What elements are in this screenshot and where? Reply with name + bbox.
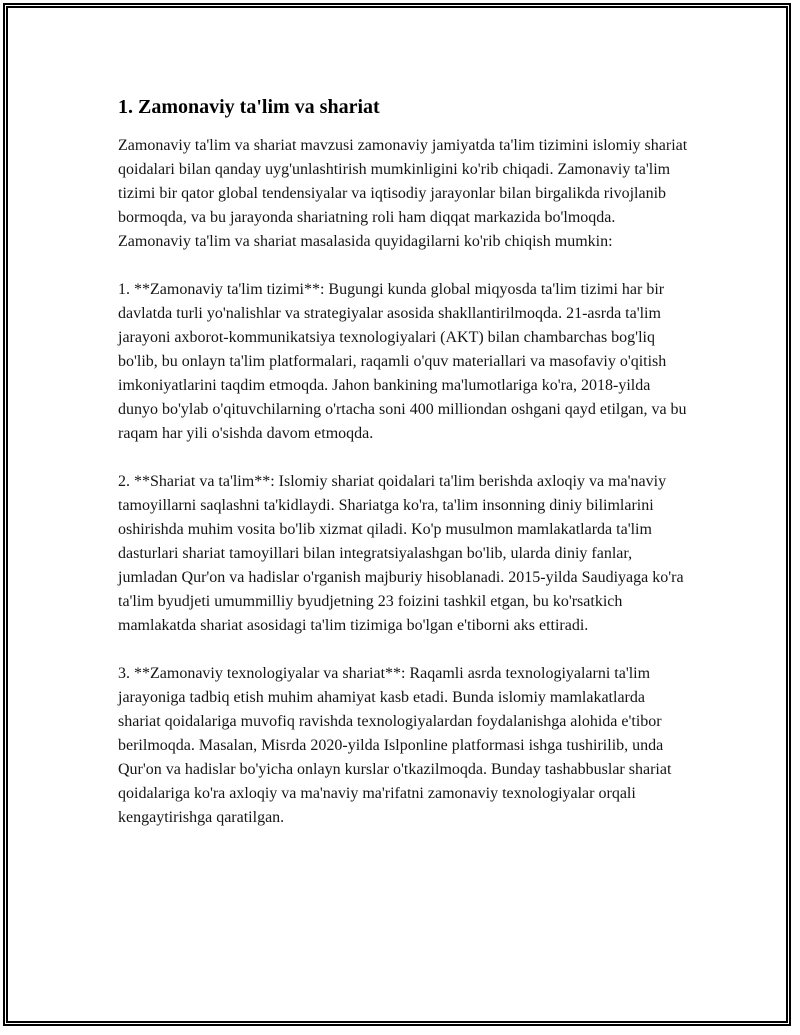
paragraph-technology-sharia: 3. **Zamonaviy texnologiyalar va shariat**: Raqamli asrda texnologiyalarni ta'lim jarayoniga tadbiq etish muhim ahamiyat kasb etadi. Bunda islomiy mamlakatlarda shariat qoidalariga muvofiq ravishda texnologiyalardan foydalanishga alohida e'tibor berilmoqda. Masalan, Misrda 2020-yilda Islponline platformasi ishga tushirilib, unda Qur'on va hadislar bo'yicha onlayn kurslar o'tkazilmoqda. Bunday tashabbuslar shariat qoidalariga ko'ra axloqiy va ma'naviy ma'rifatni zamonaviy texnologiyalar orqali kengaytirishga qaratilgan. xyxy=(118,665,672,826)
document-body xyxy=(118,94,688,854)
section-heading: 1. Zamonaviy ta'lim va shariat xyxy=(118,96,380,118)
intro-paragraph: Zamonaviy ta'lim va shariat mavzusi zamonaviy jamiyatda ta'lim tizimini islomiy shariat qoidalari bilan qanday uyg'unlashtirish mumkinligini ko'rib chiqadi. Zamonaviy ta'lim tizimi bir qator global tendensiyalar va iqtisodiy jarayonlar bilan birgalikda rivojlanib bormoqda, va bu jarayonda shariatning roli ham diqqat markazida bo'lmoqda. Zamonaviy ta'lim va shariat masalasida quyidagilarni ko'rib chiqish mumkin: xyxy=(118,137,688,250)
paragraph-modern-education: 1. **Zamonaviy ta'lim tizimi**: Bugungi kunda global miqyosda ta'lim tizimi har bir davlatda turli yo'nalishlar va strategiyalar asosida shakllantirilmoqda. 21-asrda ta'lim jarayoni axborot-kommunikatsiya texnologiyalari (AKT) bilan chambarchas bog'liq bo'lib, bu onlayn ta'lim platformalari, raqamli o'quv materiallari va masofaviy o'qitish imkoniyatlarini taqdim etmoqda. Jahon bankining ma'lumotlariga ko'ra, 2018-yilda dunyo bo'ylab o'qituvchilarning o'rtacha soni 400 milliondan oshgani qayd etilgan, va bu raqam har yili o'sishda davom etmoqda. xyxy=(118,281,687,442)
paragraph-sharia-education: 2. **Shariat va ta'lim**: Islomiy shariat qoidalari ta'lim berishda axloqiy va ma'naviy tamoyillarni saqlashni ta'kidlaydi. Shariatga ko'ra, ta'lim insonning diniy bilimlarini oshirishda muhim vosita bo'lib xizmat qiladi. Ko'p musulmon mamlakatlarda ta'lim dasturlari shariat tamoyillari bilan integratsiyalashgan bo'lib, ularda diniy fanlar, jumladan Qur'on va hadislar o'rganish majburiy hisoblanadi. 2015-yilda Saudiyaga ko'ra ta'lim byudjeti umummilliy byudjetning 23 foizini tashkil etgan, bu ko'rsatkich mamlakatda shariat asosidagi ta'lim tizimiga bo'lgan e'tiborni aks ettiradi. xyxy=(118,473,684,634)
